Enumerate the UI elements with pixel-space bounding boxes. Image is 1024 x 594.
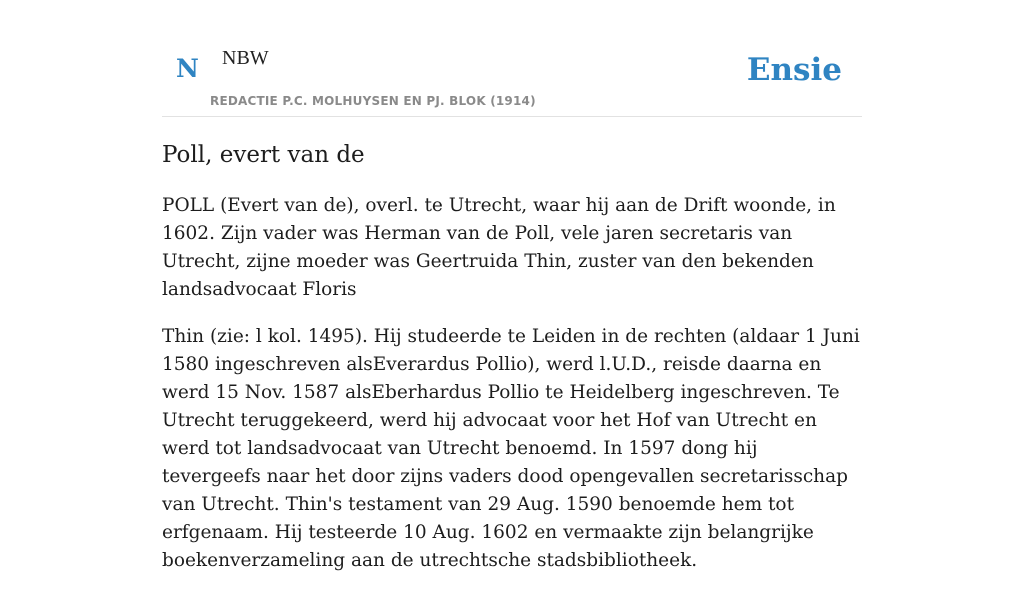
article-paragraph: POLL (Evert van de), overl. te Utrecht, waar hij aan de Drift woonde, in 1602. Zijn vader was Herman van de Poll, vele jaren secretaris van Utrecht, zijne moeder was Geertruida Thin, zuster van den bekenden landsadvocaat Floris — [162, 195, 836, 300]
source-logo[interactable]: N — [176, 54, 199, 83]
source-header — [162, 0, 862, 117]
brand-logo[interactable]: Ensie — [746, 52, 842, 88]
article-body — [162, 192, 862, 594]
article-paragraph: Thin (zie: l kol. 1495). Hij studeerde te Leiden in de rechten (aldaar 1 Juni 1580 ingeschreven alsEverardus Pollio), werd l.U.D., reisde daarna en werd 15 Nov. 1587 alsEberhardus Pollio te Heidelberg ingeschreven. Te Utrecht teruggekeerd, werd hij advocaat voor het Hof van Utrecht en werd tot landsadvocaat van Utrecht benoemd. In 1597 dong hij tevergeefs naar het door zijns vaders dood opengevallen secretarisschap van Utrecht. Thin's testament van 29 Aug. 1590 benoemde hem tot erfgenaam. Hij testeerde 10 Aug. 1602 en vermaakte zijn belangrijke boekenverzameling aan de utrechtsche stadsbibliotheek. — [162, 326, 860, 571]
page-title: Poll, evert van de — [162, 142, 365, 168]
source-editors: REDACTIE P.C. MOLHUYSEN EN PJ. BLOK (1914) — [210, 94, 536, 108]
source-name[interactable]: NBW — [222, 47, 269, 69]
